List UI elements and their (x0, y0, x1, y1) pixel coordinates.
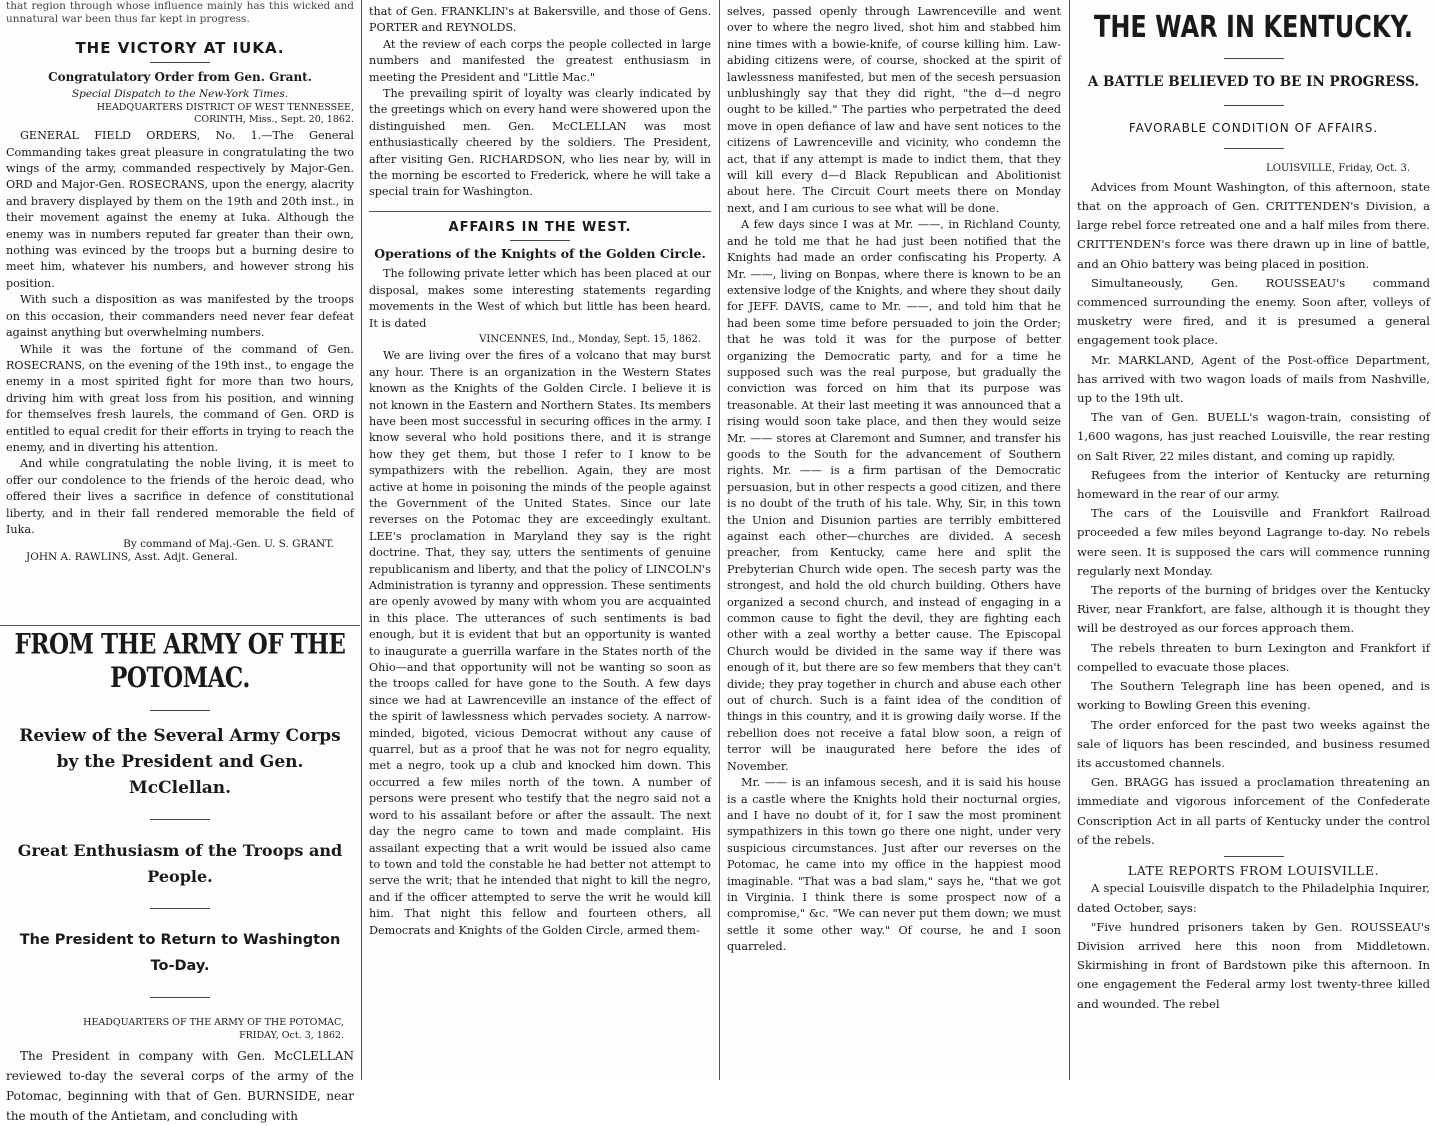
dateline: FRIDAY, Oct. 3, 1862. (239, 1030, 344, 1041)
paragraph: The cars of the Louisville and Frankfort Railroad proceeded a few miles beyond Lagrange to-day. No rebels were seen. It is supposed the cars will commence running regularly next Monday. (1077, 506, 1430, 578)
article-divider (0, 625, 360, 626)
paragraph: selves, passed openly through Lawrenceville and went over to where the negro lived, shot him and stabbed him nine times with a bowie-knife, of course killing him. Law-abiding citizens were, of course, shocked at the spirit of lawlessness manifested, but men of the secesh persuasion unblushingly say that they did right, "the d—d negro ought to be killed." The parties who perpetrated the deed move in open defiance of law and have sent notices to the citizens of Lawrenceville and vicinity, who condemn the act, that if any attempt is made to indict them, that they will kill every d—d Black Republican and Abolitionist about here. The Circuit Court meets there on Monday next, and I am curious to see what will be done. (727, 5, 1061, 215)
article-fragment: that region through whose influence mainly has this wicked and unnatural war been thus far kept in progress. (6, 0, 354, 25)
paragraph: A special Louisville dispatch to the Philadelphia Inquirer, dated October, says: (1077, 881, 1430, 915)
subheadline-late-reports: LATE REPORTS FROM LOUISVILLE. (1127, 862, 1380, 878)
paragraph: Gen. BRAGG has issued a proclamation threatening an immediate and vigorous inforcement of the Confederate Conscription Act in all parts of Kentucky under the control of the rebels. (1077, 775, 1430, 847)
column-rule (1069, 0, 1070, 1080)
headline-iuka: THE VICTORY AT IUKA. (75, 39, 285, 57)
paragraph: GENERAL FIELD ORDERS, No. 1.—The General Commanding takes great pleasure in congratulating the two wings of the army, commanded respectively by Major-Gen. ORD and Major-Gen. ROSECRANS, upon the energy, alacrity and bravery displayed by them on the 19th and 20th inst., in their movement against the enemy at Iuka. Although the enemy was in numbers reputed far greater than their own, nothing was evinced by the troops but a burning desire to meet him, whatever his numbers, and however strong his position. (6, 129, 354, 290)
subheadline-grant: Congratulatory Order from Gen. Grant. (48, 70, 312, 85)
dateline: HEADQUARTERS OF THE ARMY OF THE POTOMAC, (83, 1017, 344, 1028)
signature: By command of Maj.-Gen. U. S. GRANT. (123, 538, 334, 551)
paragraph: Mr. MARKLAND, Agent of the Post-office Department, has arrived with two wagon loads of mails from Nashville, up to the 19th ult. (1077, 352, 1430, 406)
paragraph: We are living over the fires of a volcano that may burst any hour. There is an organization in the Western States known as the Knights of the Golden Circle. I believe it is not known in the Eastern and Northern States. Its members have been most successful in securing offices in the army. I know several who hold positions there, and it is strange how they get them, but those I refer to I know to be sympathizers with the rebellion. Again, they are most active at home in poisoning the minds of the people against the Government of the United States. Since our late reverses on the Potomac they are exceedingly exultant. LEE's proclamation in Maryland they say is the right doctrine. That, they say, utters the sentiments of genuine republicanism and liberty, and that the policy of LINCOLN's Administration is tyranny and oppression. These sentiments are openly avowed by many with whom you are acquainted in this place. The utterances of such sentiments is bad enough, but it is evident that but an opportunity is wanted to inaugurate a guerrilla warfare in the States north of the Ohio—and that opportunity will not be wanting so soon as the troops called for have gone to the South. A few days since we had at Lawrenceville an instance of the effect of the spirit of lawlessness which pervades society. A narrow-minded, bigoted, vicious Democrat without any cause of quarrel, but as a proof that he was not for negro equality, met a negro, took up a club and knocked him down. This occurred a few miles north of the town. A number of persons were present who testify that the negro said not a word to his assailant before or after the assault. The next day the negro came to town and made complaint. His assailant expecting that a writ would be issued also came to town and told the constable he had better not attempt to serve the writ; that he intended that night to kill the negro, and if the officer attempted to serve the writ he would kill him. That night this fellow and fourteen others, all Democrats and Knights of the Golden Circle, armed them- (369, 349, 711, 937)
paragraph: A few days since I was at Mr. ——, in Richland County, and he told me that he had just been notified that the Knights had made an order confiscating his Property. A Mr. ——, living on Bonpas, where there is known to be an extensive lodge of the Knights, and where they shout daily for JEFF. DAVIS, came to Mr. ——, and told him that he had been some time before persuaded to join the Order; that he was told it was for the purpose of better organizing the Democratic party, and for a time he supposed such was the real purpose, but gradually the conviction was forced on him that its purpose was treasonable. At their last meeting it was announced that a rising would soon take place, and then they would seize Mr. —— stores at Claremont and Sumner, and transfer his goods to the South for the advancement of Southern rights. Mr. —— is a firm partisan of the Democratic persuasion, but in other respects a good citizen, and there is no doubt of the truth of his tale. Why, Sir, in this town the Union and Disunion parties are terribly embittered against each other—churches are divided. A secesh preacher, from Kentucky, came here and split the Prebyterian Church wide open. The secesh party was the strongest, and hold the old church building. Others have organized a second church, and instead of engaging in a common cause to fight the devil, they are fighting each other with a zeal worthy a better cause. The Episcopal Church would be divided in the same way if there was enough of it, but there are so few members that they can't divide; they pray together in church and abuse each other out of church. Such is a faint idea of the condition of things in this country, and it is growing daily worse. If the rebellion does not receive a fatal blow soon, a reign of terror will be inaugurated here before the ides of November. (727, 218, 1061, 773)
paragraph: The rebels threaten to burn Lexington and Frankfort if compelled to evacuate those places. (1077, 640, 1430, 674)
dateline: CORINTH, Miss., Sept. 20, 1862. (194, 114, 354, 126)
rule (150, 710, 210, 711)
rule (150, 819, 210, 820)
paragraph: Mr. —— is an infamous secesh, and it is said his house is a castle where the Knights hold their nocturnal orgies, and I have no doubt of it, for I saw the most prominent sympathizers in this town go there one night, under very suspicious circumstances. Just after our reverses on the Potomac, he came into my office in the happiest mood imaginable. "That was a bad slam," says he, "that we got in Virginia. I think there is some prospect now of a compromise," &c. "We can never put them down; we must settle it some other way." Of course, he and I soon quarreled. (727, 776, 1061, 954)
paragraph: Simultaneously, Gen. ROUSSEAU's command commenced surrounding the enemy. Soon after, volleys of musketry were fired, and it is presumed a general engagement took place. (1077, 275, 1430, 348)
headline-army-potomac: FROM THE ARMY OF THE POTOMAC. (14, 628, 346, 695)
column-3 (721, 0, 1067, 1080)
rule (150, 997, 210, 998)
paragraph: The Southern Telegraph line has been opened, and is working to Bowling Green this evening. (1077, 679, 1430, 713)
rule (150, 62, 210, 63)
article-divider (369, 211, 711, 212)
column-2 (363, 0, 717, 1080)
paragraph: The following private letter which has been placed at our disposal, makes some interesting statements regarding movements in the West of which but little has been heard. It is dated (369, 267, 711, 330)
dateline: LOUISVILLE, Friday, Oct. 3. (1266, 163, 1410, 175)
paragraph: And while congratulating the noble living, it is meet to offer our condolence to the friends of the heroic dead, who offered their lives a sacrifice in defence of constitutional liberty, and in their fall rendered memorable the field of Iuka. (6, 457, 354, 536)
column-4 (1071, 0, 1436, 1080)
paragraph: that of Gen. FRANKLIN's at Bakersville, and those of Gens. PORTER and REYNOLDS. (369, 5, 711, 35)
paragraph: "Five hundred prisoners taken by Gen. ROUSSEAU's Division arrived here this noon from Middletown. Skirmishing in front of Bardstown pike this afternoon. In one engagement the Federal army lost twenty-three killed and wounded. The rebel (1077, 919, 1430, 1011)
subheadline-favorable: FAVORABLE CONDITION OF AFFAIRS. (1128, 121, 1379, 135)
column-rule (361, 0, 362, 1080)
signature: JOHN A. RAWLINS, Asst. Adjt. General. (26, 551, 238, 564)
column-rule (719, 0, 720, 1080)
paragraph: Advices from Mount Washington, of this afternoon, state that on the approach of Gen. CRITTENDEN's Division, a large rebel force retreated one and a half miles from there. CRITTENDEN's force was there drawn up in line of battle, and an Ohio battery was being placed in position. (1077, 179, 1430, 271)
dispatch-line: Special Dispatch to the New-York Times. (71, 87, 289, 100)
paragraph: While it was the fortune of the command of Gen. ROSECRANS, on the evening of the 19th inst., to engage the enemy in a most spirited fight for more than two hours, driving him with great loss from his position, and winning for themselves fresh laurels, the command of Gen. ORD is entitled to equal credit for their efforts in trying to reach the enemy, and in diverting his attention. (6, 342, 354, 454)
rule (510, 240, 570, 241)
paragraph: With such a disposition as was manifested by the troops on this occasion, their commanders need never fear defeat against anything but overwhelming numbers. (6, 293, 354, 340)
rule (1224, 856, 1284, 857)
rule (1224, 58, 1284, 59)
paragraph: The President in company with Gen. McCLELLAN reviewed to-day the several corps of the army of the Potomac, beginning with that of Gen. BURNSIDE, near the mouth of the Antietam, and concluding with (6, 1049, 354, 1123)
paragraph: The van of Gen. BUELL's wagon-train, consisting of 1,600 wagons, has just reached Louisville, the rear resting on Salt River, 22 miles distant, and coming up rapidly. (1077, 410, 1430, 463)
paragraph: At the review of each corps the people collected in large numbers and manifested the greatest enthusiasm in meeting the President and "Little Mac." (369, 37, 711, 84)
subheadline-return: The President to Return to Washington To-Day. (19, 932, 341, 974)
dateline: VINCENNES, Ind., Monday, Sept. 15, 1862. (479, 333, 701, 345)
rule (1224, 148, 1284, 149)
rule (1224, 105, 1284, 106)
subheadline-battle: A BATTLE BELIEVED TO BE IN PROGRESS. (1087, 74, 1420, 90)
subheadline-enthusiasm: Great Enthusiasm of the Troops and People. (17, 841, 343, 886)
rule (150, 908, 210, 909)
paragraph: The order enforced for the past two weeks against the sale of liquors has been rescinded, and business resumed its accustomed channels. (1077, 717, 1430, 770)
paragraph: The prevailing spirit of loyalty was clearly indicated by the greetings which on every hand were showered upon the distinguished men. Gen. McCLELLAN was most enthusiastically cheered by the soldiers. The President, after visiting Gen. RICHARDSON, who lies near by, will in the morning be escorted to Frederick, where he will take a special train for Washington. (369, 87, 711, 199)
subheadline-knights: Operations of the Knights of the Golden Circle. (374, 246, 706, 262)
paragraph: The reports of the burning of bridges over the Kentucky River, near Frankfort, are false, although it is thought they will be destroyed as our forces approach them. (1077, 583, 1430, 636)
paragraph: Refugees from the interior of Kentucky are returning homeward in the rear of our army. (1077, 467, 1430, 502)
headline-affairs-west: AFFAIRS IN THE WEST. (448, 219, 632, 235)
dateline: HEADQUARTERS DISTRICT OF WEST TENNESSEE, (96, 102, 354, 114)
headline-war-kentucky: THE WAR IN KENTUCKY. (1093, 9, 1414, 45)
subheadline-review: Review of the Several Army Corps by the President and Gen. McClellan. (19, 726, 341, 798)
army-article (0, 628, 360, 1123)
